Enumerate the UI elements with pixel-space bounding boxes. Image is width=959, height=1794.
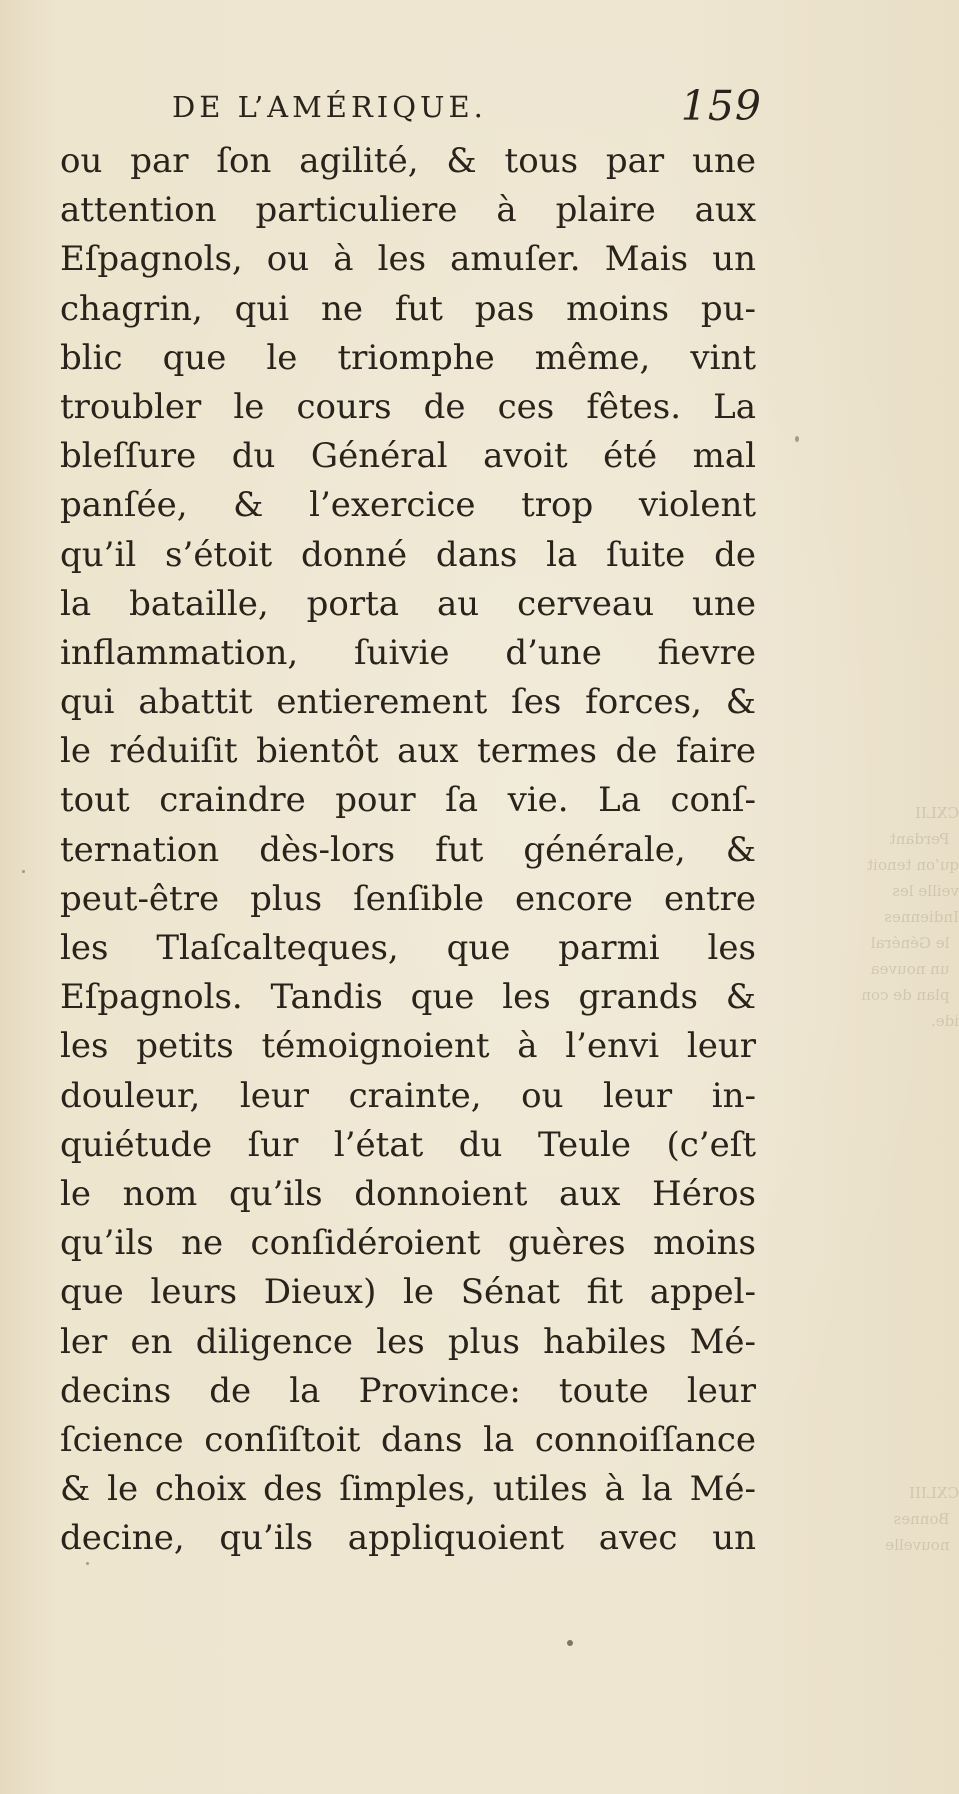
text-line: le nom qu’ils donnoient aux Héros	[60, 1173, 756, 1214]
text-line: peut-être plus ſenſible encore entre	[60, 878, 756, 919]
text-line: ternation dès-lors fut générale, &	[60, 829, 756, 870]
page-number: 159	[680, 82, 762, 130]
text-line: qui abattit entierement ſes forces, &	[60, 682, 756, 723]
text-line: les petits témoignoient à l’envi leur	[60, 1026, 756, 1067]
show-through-text: CXLII Perdant qu’on tenoit veille les Indiennes le Général un nouvea plan de con ide. CXLIII Bonnes nouvelle	[861, 804, 959, 1554]
text-line: les Tlaſcalteques, que parmi les	[60, 928, 756, 968]
text-line: decins de la Province: toute leur	[60, 1370, 756, 1411]
text-line: que leurs Dieux) le Sénat fit appel-	[60, 1272, 756, 1313]
text-line: tout craindre pour ſa vie. La conſ-	[60, 780, 756, 821]
text-line: decine, qu’ils appliquoient avec un	[60, 1518, 756, 1559]
text-line: qu’ils ne conſidéroient guères moins	[60, 1223, 756, 1264]
text-line: bleſſure du Général avoit été mal	[60, 436, 756, 477]
signature-mark	[567, 1640, 573, 1646]
text-line: le réduiſit bientôt aux termes de faire	[60, 731, 756, 772]
text-line: la bataille, porta au cerveau une	[60, 583, 756, 624]
text-line: panſée, & l’exercice trop violent	[60, 485, 756, 526]
paper-speck	[86, 1562, 89, 1565]
text-line: quiétude ſur l’état du Teule (c’eſt	[60, 1124, 756, 1165]
text-line: qu’il s’étoit donné dans la ſuite de	[60, 534, 756, 575]
text-line: & le choix des ſimples, utiles à la Mé-	[60, 1469, 756, 1510]
paper-speck	[795, 436, 799, 442]
text-line: Eſpagnols, ou à les amuſer. Mais un	[60, 239, 756, 280]
text-line: ſcience conſiſtoit dans la connoiſſance	[60, 1419, 756, 1460]
page-header	[172, 82, 762, 132]
text-line: chagrin, qui ne fut pas moins pu-	[60, 288, 756, 329]
text-line: Eſpagnols. Tandis que les grands &	[60, 977, 756, 1018]
text-line: troubler le cours de ces fêtes. La	[60, 386, 756, 427]
text-line: blic que le triomphe même, vint	[60, 337, 756, 378]
text-line: ler en diligence les plus habiles Mé-	[60, 1321, 756, 1362]
text-line: douleur, leur crainte, ou leur in-	[60, 1075, 756, 1116]
text-line: inflammation, ſuivie d’une fievre	[60, 632, 756, 673]
text-line: attention particuliere à plaire aux	[60, 190, 756, 231]
paper-speck	[22, 870, 25, 873]
text-line: ou par ſon agilité, & tous par une	[60, 141, 756, 181]
running-title: DE L’AMÉRIQUE.	[172, 90, 487, 124]
body-text	[60, 137, 756, 1563]
